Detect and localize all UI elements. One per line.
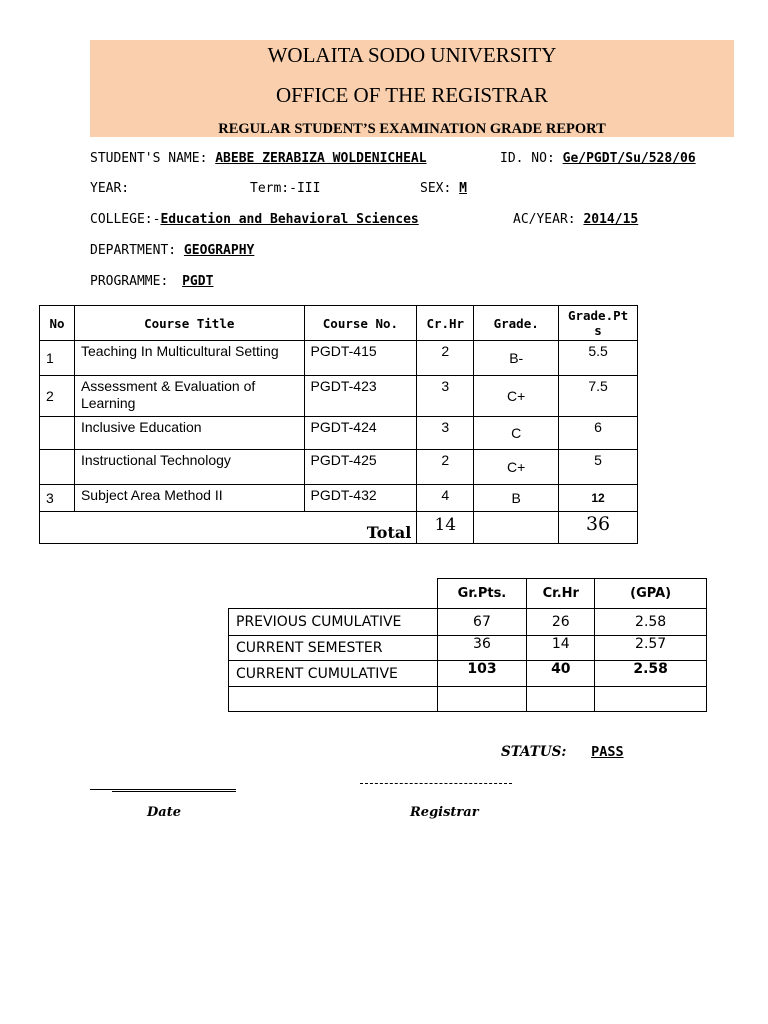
row-course-no: PGDT-424 (304, 417, 417, 450)
row-pts: 5 (559, 450, 638, 485)
row-no (40, 417, 75, 450)
programme-row (90, 274, 213, 289)
summary-cr-hr: 14 (527, 636, 595, 661)
student-name-label: STUDENT'S NAME: (90, 151, 208, 166)
department-value: GEOGRAPHY (183, 243, 255, 258)
col-grade-pts: Grade.Pts (559, 306, 638, 341)
status-row (501, 744, 624, 760)
id-value: Ge/PGDT/Su/528/06 (562, 151, 696, 166)
status-label: STATUS: (501, 744, 567, 760)
table-row (40, 417, 638, 450)
total-grade-empty (474, 512, 559, 544)
row-cr-hr: 2 (417, 341, 474, 376)
row-grade: B- (474, 341, 559, 376)
col-no: No (40, 306, 75, 341)
college-row (90, 212, 419, 227)
summary-gr-pts: 67 (437, 609, 527, 636)
date-label: Date (147, 805, 181, 820)
office-name: OFFICE OF THE REGISTRAR (275, 83, 549, 107)
total-pts: 36 (559, 512, 638, 544)
student-name-row (90, 151, 427, 166)
row-grade: C (474, 417, 559, 450)
summary-empty-row (229, 687, 707, 712)
college-label: COLLEGE:- (90, 212, 161, 227)
row-grade: C+ (474, 376, 559, 417)
col-course-no: Course No. (304, 306, 417, 341)
row-no (40, 450, 75, 485)
table-row (40, 450, 638, 485)
acyear-value: 2014/15 (583, 212, 639, 227)
col-summary-cr-hr: Cr.Hr (527, 579, 595, 609)
row-cr-hr: 3 (417, 376, 474, 417)
programme-value: PGDT (182, 274, 214, 289)
summary-row (229, 636, 707, 661)
row-title: Instructional Technology (74, 450, 304, 485)
row-grade: B (474, 485, 559, 512)
summary-corner (229, 579, 438, 609)
row-title: Teaching In Multicultural Setting (74, 341, 304, 376)
row-pts: 7.5 (559, 376, 638, 417)
summary-gpa: 2.58 (595, 609, 707, 636)
summary-header (229, 579, 707, 609)
row-no: 3 (40, 485, 75, 512)
row-no: 2 (40, 376, 75, 417)
university-name: WOLAITA SODO UNIVERSITY (267, 43, 557, 67)
table-row (40, 485, 638, 512)
acyear-label: AC/YEAR: (513, 212, 576, 227)
term-value: Term:-III (250, 181, 321, 196)
total-row (40, 512, 638, 544)
col-grade: Grade. (474, 306, 559, 341)
summary-row (229, 661, 707, 687)
student-name-value: ABEBE ZERABIZA WOLDENICHEAL (215, 151, 427, 166)
summary-cr-hr: 26 (527, 609, 595, 636)
date-signature-underline (112, 791, 236, 792)
course-table (39, 305, 638, 544)
programme-label: PROGRAMME: (90, 274, 169, 289)
row-pts: 6 (559, 417, 638, 450)
row-title: Assessment & Evaluation of Learning (74, 376, 304, 417)
registrar-label: Registrar (410, 805, 479, 820)
col-gr-pts: Gr.Pts. (437, 579, 527, 609)
id-label: ID. NO: (500, 151, 555, 166)
total-label: Total (40, 512, 417, 544)
row-grade: C+ (474, 450, 559, 485)
date-signature-line (90, 789, 236, 790)
row-pts: 12 (559, 485, 638, 512)
summary-gr-pts: 36 (437, 636, 527, 661)
row-course-no: PGDT-415 (304, 341, 417, 376)
table-row (40, 376, 638, 417)
summary-row (229, 609, 707, 636)
department-row (90, 243, 254, 258)
row-course-no: PGDT-432 (304, 485, 417, 512)
row-title: Subject Area Method II (74, 485, 304, 512)
acyear-row (513, 212, 638, 227)
summary-gpa: 2.58 (595, 661, 707, 687)
report-title: REGULAR STUDENT’S EXAMINATION GRADE REPORT (218, 121, 606, 137)
sex-label: SEX: (420, 181, 452, 196)
report-header (90, 40, 734, 137)
year-label: YEAR: (90, 181, 130, 196)
row-pts: 5.5 (559, 341, 638, 376)
summary-label: CURRENT CUMULATIVE (229, 661, 438, 687)
total-cr-hr: 14 (417, 512, 474, 544)
row-title: Inclusive Education (74, 417, 304, 450)
summary-gr-pts: 103 (437, 661, 527, 687)
id-row (500, 151, 696, 166)
college-value: Education and Behavioral Sciences (160, 212, 419, 227)
table-row (40, 341, 638, 376)
gpa-summary-table (228, 578, 707, 712)
col-course-title: Course Title (74, 306, 304, 341)
summary-label: PREVIOUS CUMULATIVE (229, 609, 438, 636)
summary-label: CURRENT SEMESTER (229, 636, 438, 661)
col-gpa: (GPA) (595, 579, 707, 609)
department-label: DEPARTMENT: (90, 243, 177, 258)
col-cr-hr: Cr.Hr (417, 306, 474, 341)
sex-value: M (459, 181, 467, 196)
summary-gpa: 2.57 (595, 636, 707, 661)
row-cr-hr: 4 (417, 485, 474, 512)
row-course-no: PGDT-425 (304, 450, 417, 485)
sex-row (420, 181, 467, 196)
registrar-signature-line (360, 783, 512, 784)
row-cr-hr: 2 (417, 450, 474, 485)
course-table-header (40, 306, 638, 341)
row-no: 1 (40, 341, 75, 376)
row-cr-hr: 3 (417, 417, 474, 450)
summary-cr-hr: 40 (527, 661, 595, 687)
row-course-no: PGDT-423 (304, 376, 417, 417)
status-value: PASS (591, 744, 624, 760)
